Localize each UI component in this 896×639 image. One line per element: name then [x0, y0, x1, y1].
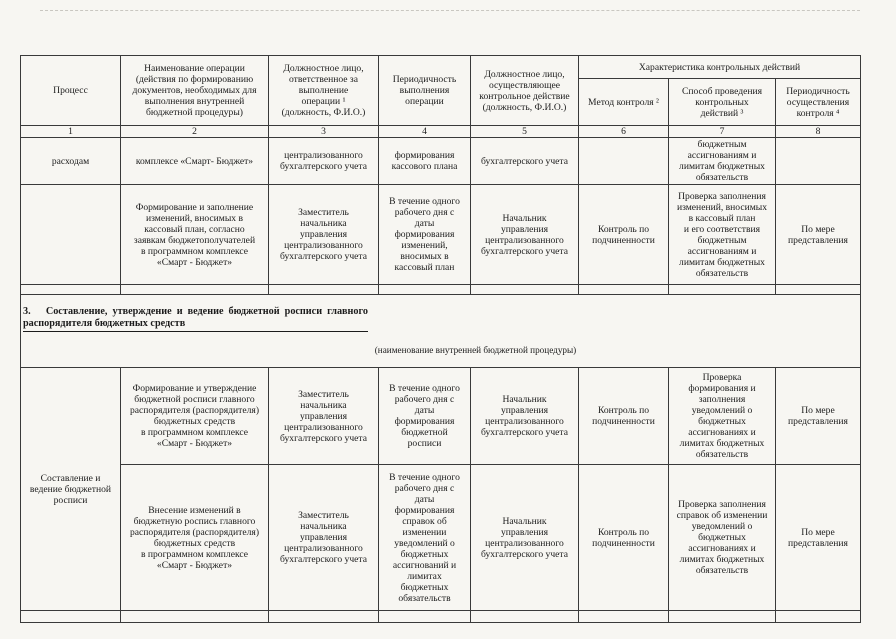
empty-cell — [776, 611, 861, 623]
cell-controller: Начальник управления централизованного бухгалтерского учета — [471, 185, 579, 285]
cell-frequency: формирования кассового плана — [379, 138, 471, 185]
column-number: 6 — [579, 126, 669, 138]
cell-responsible: Заместитель начальника управления централизованного бухгалтерского учета — [269, 368, 379, 465]
table-row — [21, 138, 861, 185]
cell-control-frequency: По мере представления — [776, 465, 861, 611]
cell-control-frequency: По мере представления — [776, 368, 861, 465]
cell-responsible: централизованного бухгалтерского учета — [269, 138, 379, 185]
cell-frequency: В течение одного рабочего дня с даты формирования бюджетной росписи — [379, 368, 471, 465]
empty-cell — [379, 611, 471, 623]
empty-cell — [669, 285, 776, 295]
header-operation-frequency: Периодичность выполнения операции — [379, 56, 471, 126]
cell-frequency: В течение одного рабочего дня с даты формирования изменений, вносимых в кассовый план — [379, 185, 471, 285]
cell-controller: Начальник управления централизованного бухгалтерского учета — [471, 465, 579, 611]
cell-process — [21, 185, 121, 285]
empty-cell — [269, 285, 379, 295]
cell-process: расходам — [21, 138, 121, 185]
empty-cell — [21, 611, 121, 623]
cell-method: Контроль по подчиненности — [579, 368, 669, 465]
column-number: 1 — [21, 126, 121, 138]
cell-way: Проверка формирования и заполнения уведомлений о бюджетных ассигнованиях и лимитах бюджетных обязательств — [669, 368, 776, 465]
cell-process: Составление и ведение бюджетной росписи — [21, 368, 121, 611]
empty-cell — [471, 611, 579, 623]
header-controlling-person: Должностное лицо, осуществляющее контрольное действие (должность, Ф.И.О.) — [471, 56, 579, 126]
cell-operation: Формирование и утверждение бюджетной росписи главного распорядителя (распорядителя) бюджетных средств в программном комплексе «Смарт - Бюджет» — [121, 368, 269, 465]
empty-cell — [776, 285, 861, 295]
table-row — [21, 368, 861, 465]
header-operation-name: Наименование операции (действия по формированию документов, необходимых для выполнения внутренней бюджетной процедуры) — [121, 56, 269, 126]
cell-controller: Начальник управления централизованного бухгалтерского учета — [471, 368, 579, 465]
empty-cell — [21, 285, 121, 295]
cell-method: Контроль по подчиненности — [579, 465, 669, 611]
column-number: 5 — [471, 126, 579, 138]
cell-operation: Формирование и заполнение изменений, вносимых в кассовый план, согласно заявкам бюджетополучателей в программном комплексе «Смарт - Бюджет» — [121, 185, 269, 285]
cell-method — [579, 138, 669, 185]
cell-control-frequency: По мере представления — [776, 185, 861, 285]
empty-cell — [579, 611, 669, 623]
header-control-way: Способ проведения контрольных действий ³ — [669, 79, 776, 126]
control-table — [20, 55, 861, 623]
empty-cell — [579, 285, 669, 295]
header-control-frequency: Периодичность осуществления контроля ⁴ — [776, 79, 861, 126]
empty-cell — [121, 611, 269, 623]
cell-responsible: Заместитель начальника управления централизованного бухгалтерского учета — [269, 185, 379, 285]
empty-row — [21, 285, 861, 295]
empty-cell — [121, 285, 269, 295]
cell-operation: комплексе «Смарт- Бюджет» — [121, 138, 269, 185]
cell-operation: Внесение изменений в бюджетную роспись главного распорядителя (распорядителя) бюджетных средств в программном комплексе «Смарт - Бюджет» — [121, 465, 269, 611]
cell-controller: бухгалтерского учета — [471, 138, 579, 185]
section-number: 3. — [23, 306, 31, 317]
section-heading — [21, 295, 861, 368]
column-number: 8 — [776, 126, 861, 138]
section-subtitle: (наименование внутренней бюджетной процедуры) — [374, 345, 577, 355]
cell-way: Проверка заполнения справок об изменении уведомлений о бюджетных ассигнованиях и лимитах бюджетных обязательств — [669, 465, 776, 611]
scan-top-rule — [40, 10, 860, 11]
cell-control-frequency — [776, 138, 861, 185]
empty-cell — [379, 285, 471, 295]
cell-responsible: Заместитель начальника управления централизованного бухгалтерского учета — [269, 465, 379, 611]
section-row — [21, 295, 861, 368]
cell-method: Контроль по подчиненности — [579, 185, 669, 285]
column-number: 2 — [121, 126, 269, 138]
empty-row — [21, 611, 861, 623]
table-row — [21, 185, 861, 285]
cell-way: бюджетным ассигнованиям и лимитам бюджетных обязательств — [669, 138, 776, 185]
section-title — [23, 306, 368, 332]
empty-cell — [669, 611, 776, 623]
empty-cell — [269, 611, 379, 623]
header-control-method: Метод контроля ² — [579, 79, 669, 126]
section-title-text: Составление, утверждение и ведение бюджетной росписи главного распорядителя бюджетных средств — [23, 306, 368, 329]
cell-way: Проверка заполнения изменений, вносимых в кассовый план и его соответствия бюджетным ассигнованиям и лимитам бюджетных обязательств — [669, 185, 776, 285]
header-process: Процесс — [21, 56, 121, 126]
column-number: 4 — [379, 126, 471, 138]
column-number: 3 — [269, 126, 379, 138]
empty-cell — [471, 285, 579, 295]
table-row — [21, 465, 861, 611]
header-responsible-person: Должностное лицо, ответственное за выполнение операции ¹ (должность, Ф.И.О.) — [269, 56, 379, 126]
column-number: 7 — [669, 126, 776, 138]
header-control-characteristics: Характеристика контрольных действий — [579, 56, 861, 79]
cell-frequency: В течение одного рабочего дня с даты формирования справок об изменении уведомлений о бюджетных ассигнований и лимитах бюджетных обязательств — [379, 465, 471, 611]
